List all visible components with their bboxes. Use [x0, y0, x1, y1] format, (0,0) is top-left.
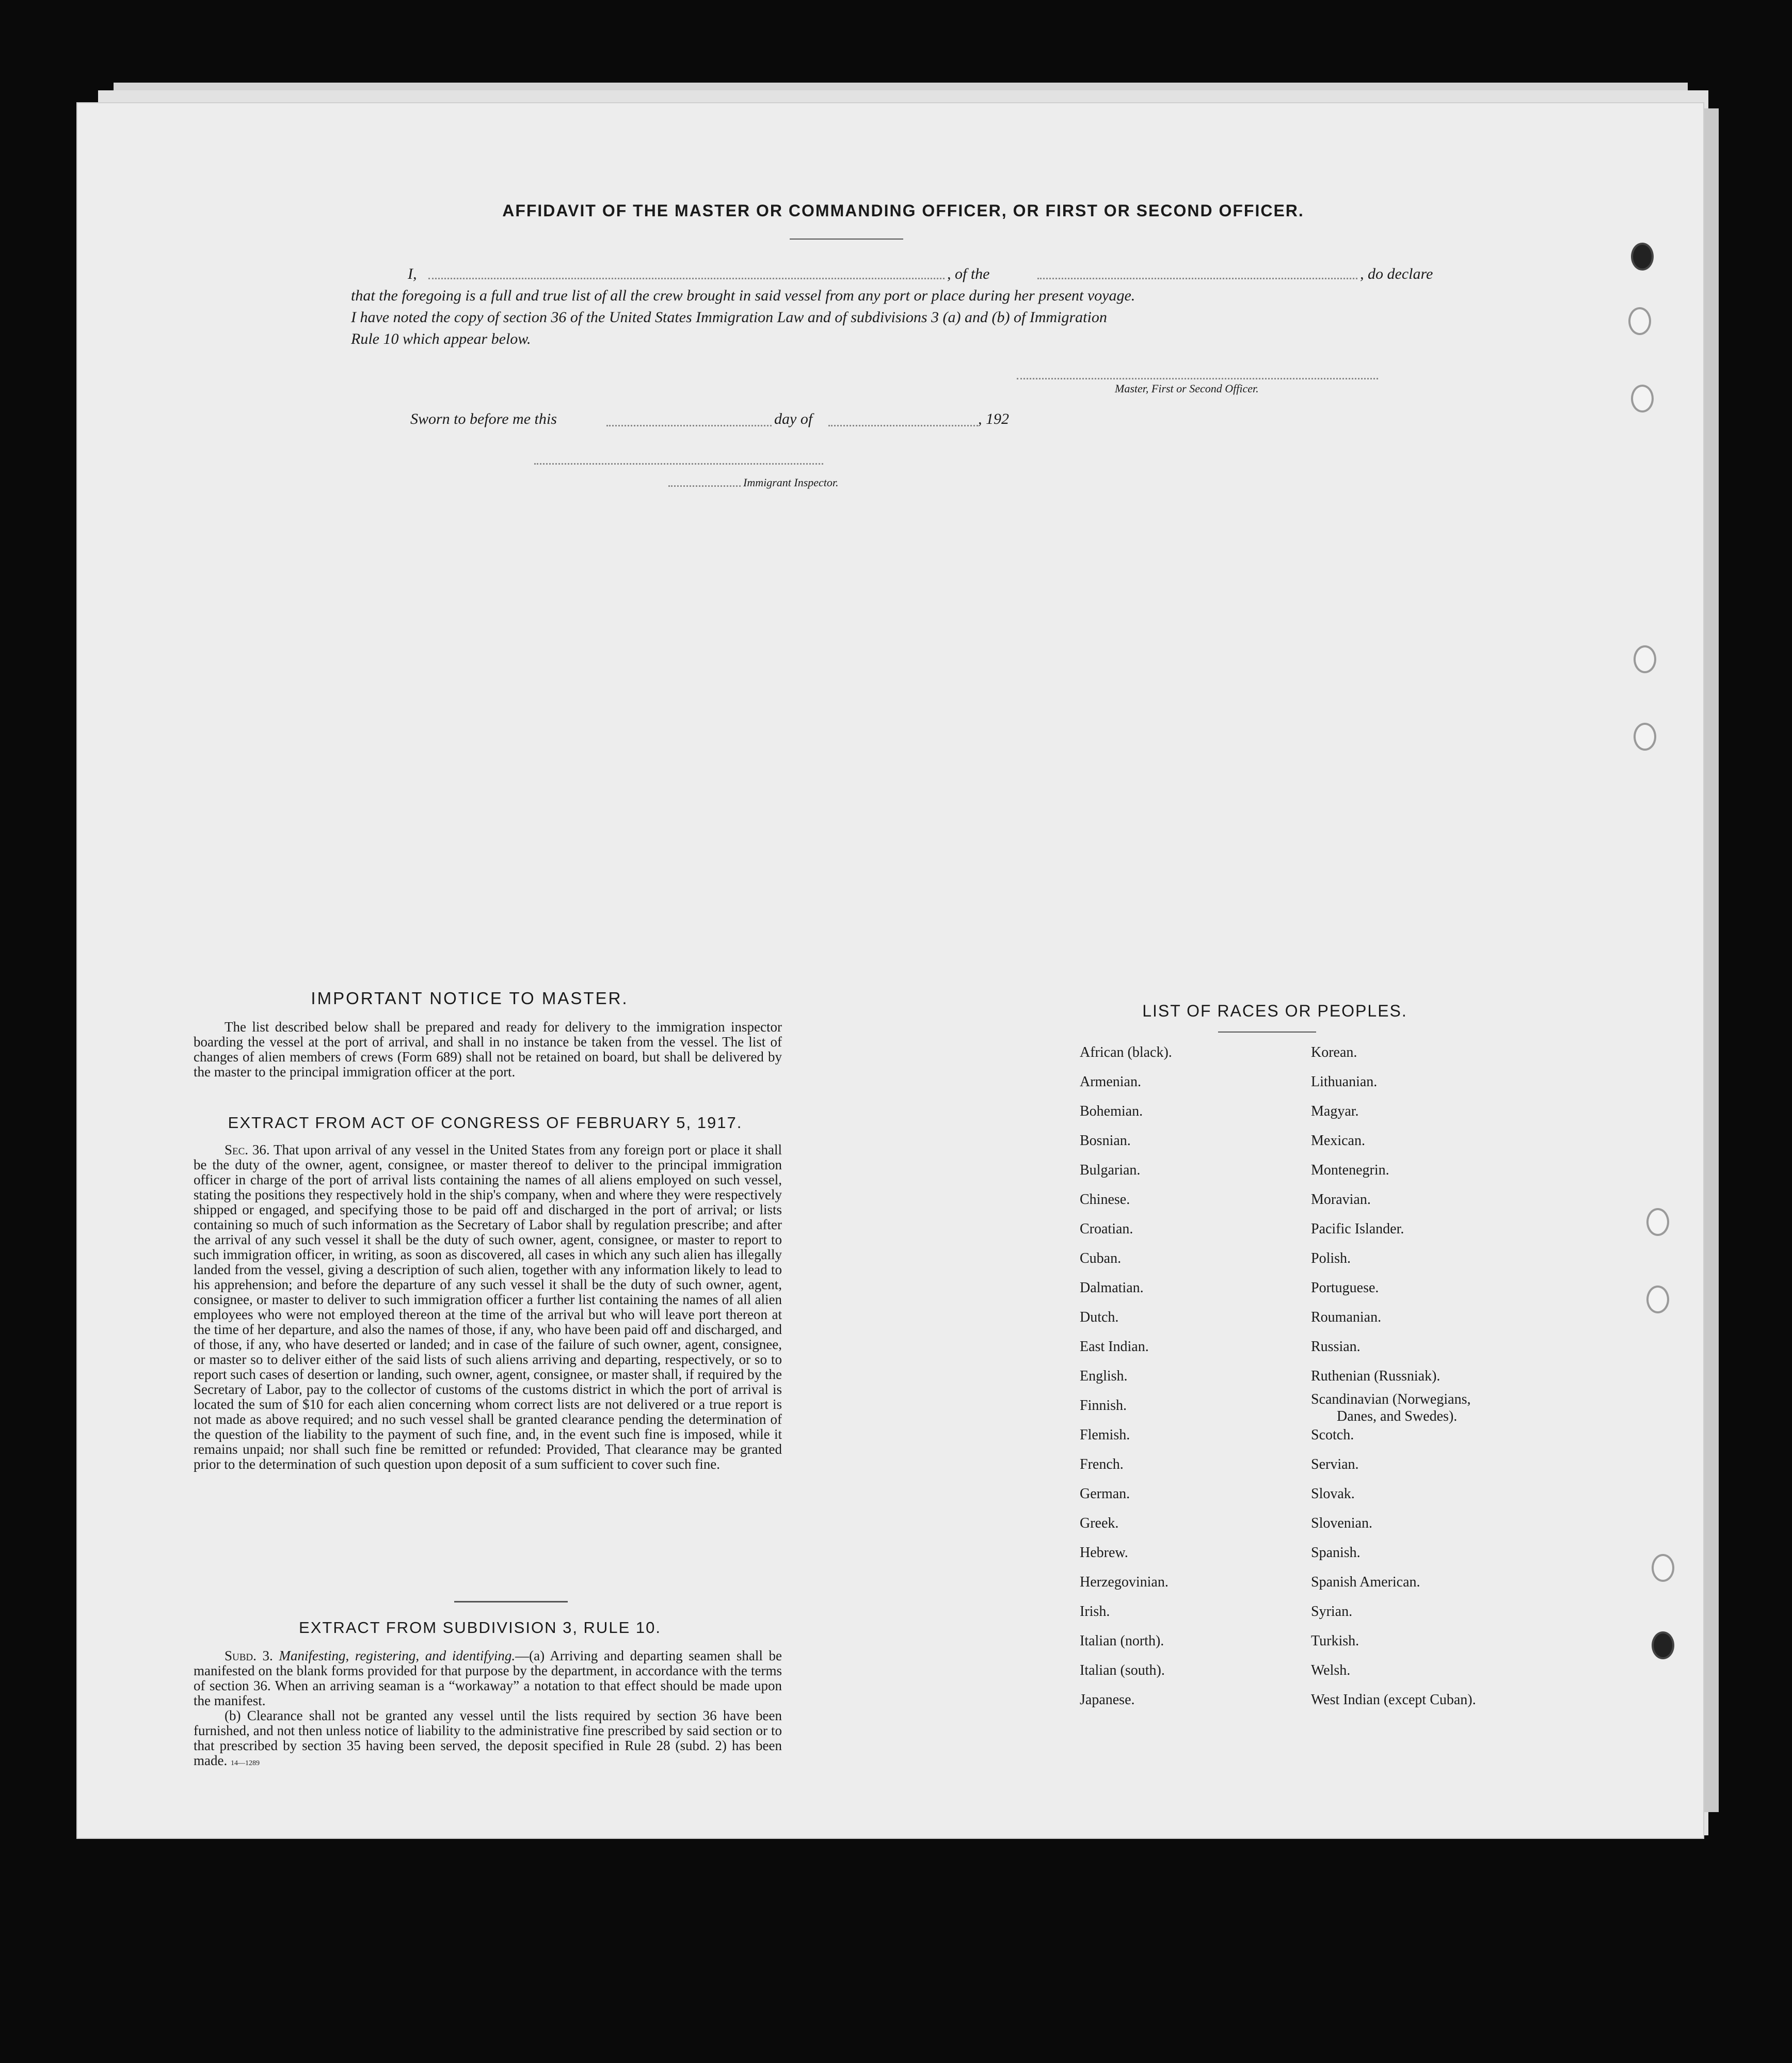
year-label: , 192 [978, 410, 1009, 427]
i-label: I, [408, 265, 417, 282]
race-col1-item: Italian (south). [1080, 1662, 1165, 1678]
race-col1-item: Armenian. [1080, 1074, 1141, 1090]
race-col1-item: Japanese. [1080, 1692, 1135, 1708]
race-col1-item: Greek. [1080, 1515, 1119, 1531]
race-col1-item: Irish. [1080, 1604, 1110, 1620]
sec-text: That upon arrival of any vessel in the United States from any foreign port or place it shall be the duty of the owner, agent, consignee, or master thereof to deliver to the principal immigration officer in charge of the port of arrival lists containing the names of all aliens employed on such vessel, stating the positions they respectively hold in the ship's company, when and where they were respectively shipped or engaged, and specifying those to be paid off and discharged in the port of arrival; or lists containing so much of such information as the Secretary of Labor shall by regulation prescribe; and after the arrival of any such vessel it shall be the duty of such owner, agent, consignee, or master to report to such immigration officer, in writing, as soon as discovered, all cases in which any such alien has illegally landed from the vessel, giving a description of such alien, together with any information likely to lead to his apprehension; and before the departure of any such vessel it shall be the duty of such owner, agent, consignee, or master to deliver to such immigration officer a further list containing the names of all alien employees who were not employed thereon at the time of the arrival but who will leave port thereon at the time of her departure, and also the names of those, if any, who have been paid off and discharged, and of those, if any, who have deserted or landed; and in case of the failure of such owner, agent, consignee, or master so to deliver either of the said lists of such aliens arriving and departing, respectively, or so to report such cases of desertion or landing, such owner, agent, consignee, or master shall, if required by the Secretary of Labor, pay to the collector of customs of the customs district in which the port of arrival is located the sum of $10 for each alien concerning whom correct lists are not delivered or a true report is not made as above required; and no such vessel shall be granted clearance pending the determination of the question of the liability to the payment of such fine, and, in the event such fine is imposed, while it remains unpaid; nor shall such fine be remitted or refunded: Provided, That clearance may be granted prior to the determination of such question upon deposit of a sum sufficient to cover such fine. [194, 1142, 782, 1472]
race-col1-item: Finnish. [1080, 1398, 1127, 1414]
affidavit-line-3: I have noted the copy of section 36 of the United States Immigration Law and of subdivisions 3 (a) and (b) of Immigration [351, 309, 1107, 326]
race-col2-item: Syrian. [1311, 1604, 1353, 1620]
extract-act-heading: EXTRACT FROM ACT OF CONGRESS OF FEBRUARY 5, 1917. [228, 1114, 743, 1132]
race-col2-item-cont: Danes, and Swedes). [1337, 1408, 1458, 1424]
extract-rule-heading: EXTRACT FROM SUBDIVISION 3, RULE 10. [299, 1618, 661, 1637]
race-col2-item: Welsh. [1311, 1662, 1351, 1678]
affidavit-line-4: Rule 10 which appear below. [351, 330, 531, 347]
race-col1-item: Bulgarian. [1080, 1162, 1141, 1178]
race-col1-item: Chinese. [1080, 1192, 1130, 1208]
of-the-label: , of the [947, 265, 990, 282]
race-col2-item: Pacific Islander. [1311, 1221, 1404, 1237]
race-col1-item: Herzegovinian. [1080, 1574, 1169, 1590]
races-heading: LIST OF RACES OR PEOPLES. [1142, 1002, 1407, 1020]
race-col2-item: Ruthenian (Russniak). [1311, 1368, 1441, 1384]
race-col1-item: Italian (north). [1080, 1633, 1164, 1649]
subd-para-b: (b) Clearance shall not be granted any vessel until the lists required by section 36 have been furnished, and not then unless notice of liability to the administrative fine prescribed by said section or to that prescribed by section 35 having been served, the deposit specified in Rule 28 (subd. 2) has been made. [194, 1708, 782, 1768]
race-col1-item: Flemish. [1080, 1427, 1130, 1443]
race-col2-item: Magyar. [1311, 1103, 1359, 1119]
race-col2-item: Turkish. [1311, 1633, 1359, 1649]
affidavit-title: AFFIDAVIT OF THE MASTER OR COMMANDING OFFICER, OR FIRST OR SECOND OFFICER. [502, 201, 1304, 220]
race-col1-item: Croatian. [1080, 1221, 1133, 1237]
races-list [77, 103, 1703, 1838]
race-col2-item: West Indian (except Cuban). [1311, 1692, 1476, 1708]
race-col1-item: Cuban. [1080, 1250, 1122, 1266]
subd-title: Manifesting, registering, and identifying. [279, 1648, 516, 1663]
race-col2-item: Portuguese. [1311, 1280, 1379, 1296]
sworn-label: Sworn to before me this [410, 410, 557, 427]
document-page [77, 103, 1703, 1838]
race-col1-item: Dutch. [1080, 1309, 1119, 1325]
race-col2-item: Scotch. [1311, 1427, 1354, 1443]
race-col2-item: Mexican. [1311, 1133, 1365, 1149]
sec-label: Sec. 36. [225, 1142, 270, 1157]
race-col1-item: German. [1080, 1486, 1130, 1502]
race-col2-item: Servian. [1311, 1456, 1359, 1472]
race-col2-item: Russian. [1311, 1339, 1361, 1355]
form-number: 14—1289 [230, 1759, 260, 1767]
race-col1-item: Hebrew. [1080, 1545, 1128, 1561]
inspector-label: Immigrant Inspector. [743, 476, 839, 489]
race-col2-item: Lithuanian. [1311, 1074, 1378, 1090]
notice-heading: IMPORTANT NOTICE TO MASTER. [311, 989, 629, 1008]
race-col2-item: Scandinavian (Norwegians, [1311, 1391, 1471, 1407]
race-col2-item: Roumanian. [1311, 1309, 1382, 1325]
subd-para-a: —(a) Arriving and departing seamen shall be manifested on the blank forms provided for that purpose by the department, in accordance with the terms of section 36. When an arriving seaman is a “workaway” a notation to that effect should be made upon the manifest. [194, 1648, 782, 1708]
race-col1-item: French. [1080, 1456, 1124, 1472]
race-col1-item: Dalmatian. [1080, 1280, 1144, 1296]
race-col1-item: Bohemian. [1080, 1103, 1143, 1119]
race-col1-item: East Indian. [1080, 1339, 1149, 1355]
race-col2-item: Slovak. [1311, 1486, 1355, 1502]
race-col1-item: African (black). [1080, 1044, 1172, 1060]
race-col2-item: Spanish. [1311, 1545, 1361, 1561]
race-col1-item: English. [1080, 1368, 1128, 1384]
race-col2-item: Korean. [1311, 1044, 1357, 1060]
race-col2-item: Moravian. [1311, 1192, 1371, 1208]
day-of-label: day of [774, 410, 813, 427]
signature-label: Master, First or Second Officer. [1115, 382, 1259, 395]
notice-text: The list described below shall be prepared and ready for delivery to the immigration inspector boarding the vessel at the port of arrival, and shall in no instance be taken from the vessel. The list of changes of alien members of crews (Form 689) shall not be retained on board, but shall be delivered by the master to the principal immigration officer at the port. [194, 1019, 782, 1080]
race-col2-item: Polish. [1311, 1250, 1351, 1266]
race-col2-item: Spanish American. [1311, 1574, 1420, 1590]
subd-label: Subd. 3. [225, 1648, 273, 1663]
race-col1-item: Bosnian. [1080, 1133, 1131, 1149]
race-col2-item: Slovenian. [1311, 1515, 1372, 1531]
affidavit-line-2: that the foregoing is a full and true list of all the crew brought in said vessel from any port or place during her present voyage. [351, 287, 1135, 304]
race-col2-item: Montenegrin. [1311, 1162, 1389, 1178]
do-declare-label: , do declare [1360, 265, 1433, 282]
